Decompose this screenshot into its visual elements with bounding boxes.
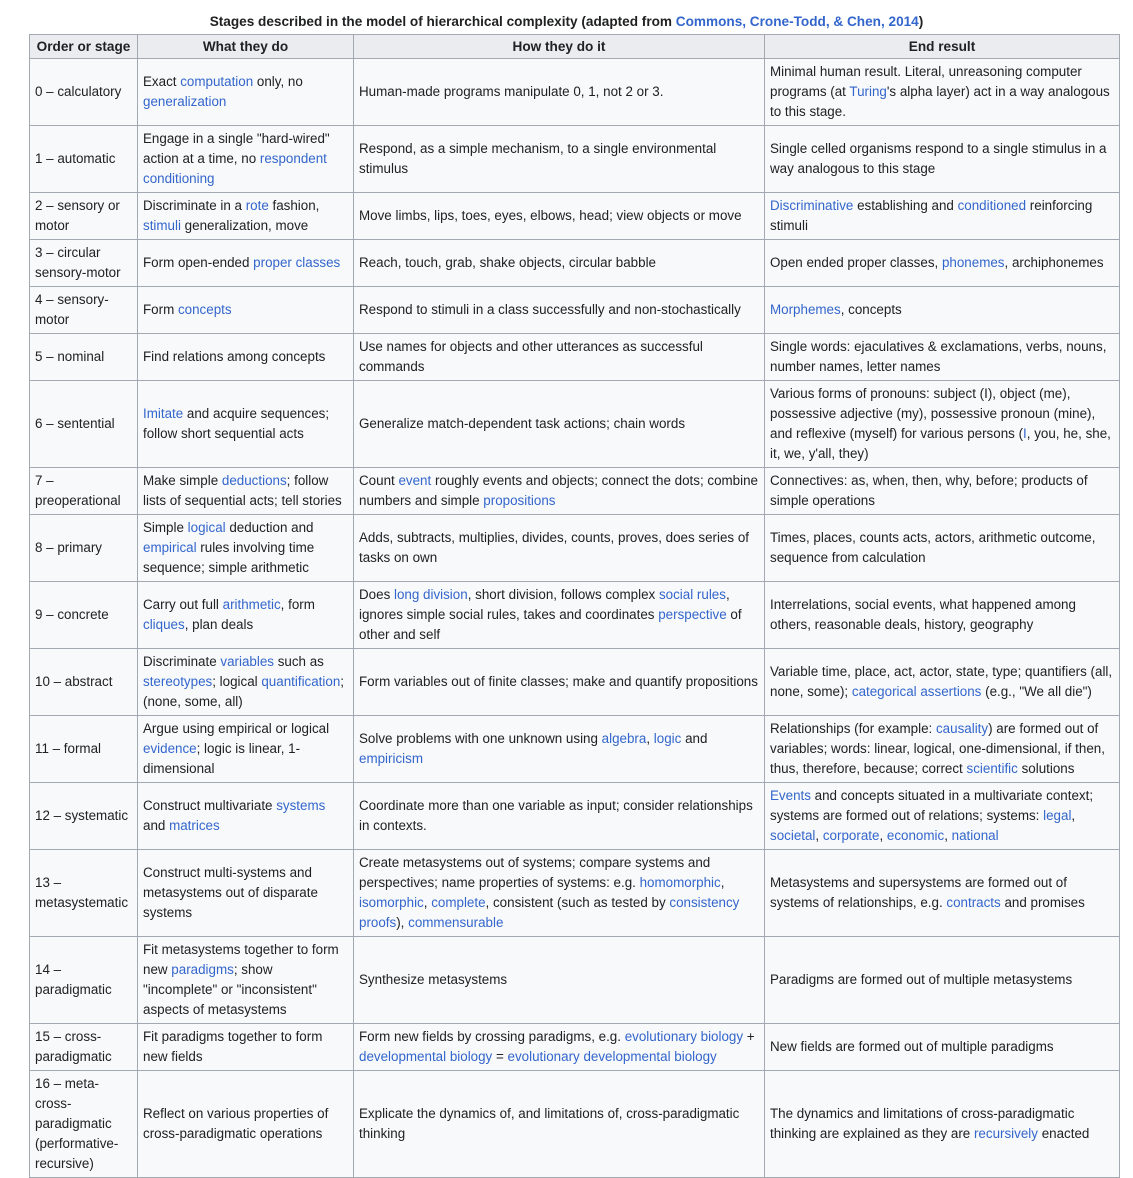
table-cell-what <box>138 287 354 334</box>
header-row <box>30 35 1120 59</box>
table-cell-how <box>354 716 765 783</box>
cell-text: Reflect on various properties of cross-paradigmatic operations <box>143 1106 329 1141</box>
cell-text: Find relations among concepts <box>143 349 326 364</box>
cell-text: New fields are formed out of multiple paradigms <box>770 1039 1054 1054</box>
wiki-link[interactable]: evidence <box>143 741 197 756</box>
cell-text: , plan deals <box>184 617 254 632</box>
cell-text: Create metasystems out of systems; compare systems and perspectives; name properties of systems: e.g. <box>359 855 711 890</box>
cell-text: , <box>944 828 952 843</box>
wiki-link[interactable]: conditioned <box>957 198 1027 213</box>
wiki-link[interactable]: I <box>1023 426 1027 441</box>
table-cell-what <box>138 937 354 1024</box>
cell-text: Form <box>143 302 178 317</box>
table-cell-how <box>354 287 765 334</box>
cell-text: , concepts <box>840 302 902 317</box>
cell-text: and concepts situated in a multivariate context; systems are formed out of relations; systems: <box>770 788 1094 823</box>
cell-text: Single celled organisms respond to a single stimulus in a way analogous to this stage <box>770 141 1107 176</box>
column-header-how-they-do-it[interactable]: How they do it <box>354 35 765 59</box>
table-row <box>30 1024 1120 1071</box>
wiki-link[interactable]: variables <box>220 654 274 669</box>
cell-text: establishing and <box>853 198 958 213</box>
cell-text: ; show "incomplete" or "inconsistent" aspects of metasystems <box>143 962 317 1017</box>
table-cell-stage <box>30 59 138 126</box>
table-cell-end <box>765 649 1120 716</box>
wiki-link[interactable]: homomorphic <box>639 875 721 890</box>
wiki-link[interactable]: Discriminative <box>770 198 854 213</box>
wiki-link[interactable]: developmental biology <box>359 1049 493 1064</box>
cell-text: Interrelations, social events, what happened among others, reasonable deals, history, geography <box>770 597 1076 632</box>
cell-text: Open ended proper classes, <box>770 255 942 270</box>
cell-text: , consistent (such as tested by <box>485 895 670 910</box>
table-row <box>30 515 1120 582</box>
cell-text: 0 – calculatory <box>35 84 122 99</box>
caption-citation-link[interactable]: Commons, Crone-Todd, & Chen, 2014 <box>675 14 919 29</box>
table-caption <box>0 13 1133 31</box>
cell-text: 14 – paradigmatic <box>35 962 112 997</box>
cell-text: generalization, move <box>180 218 309 233</box>
column-header-what-they-do[interactable]: What they do <box>138 35 354 59</box>
table-row <box>30 582 1120 649</box>
wiki-link[interactable]: legal <box>1043 808 1072 823</box>
table-cell-end <box>765 937 1120 1024</box>
table-cell-what <box>138 468 354 515</box>
table-cell-how <box>354 582 765 649</box>
cell-text: roughly events and objects; connect the dots; combine numbers and simple <box>359 473 759 508</box>
table-row <box>30 783 1120 850</box>
cell-text: 2 – sensory or motor <box>35 198 120 233</box>
cell-text: Count <box>359 473 399 488</box>
wiki-link[interactable]: propositions <box>483 493 556 508</box>
cell-text: ; (none, some, all) <box>143 674 345 709</box>
table-cell-end <box>765 193 1120 240</box>
cell-text: solutions <box>1017 761 1075 776</box>
column-header-order-or-stage[interactable]: Order or stage <box>30 35 138 59</box>
cell-text: Variable time, place, act, actor, state, type; quantifiers (all, none, some); <box>770 664 1113 699</box>
table-cell-end <box>765 240 1120 287</box>
wiki-link[interactable]: empirical <box>143 540 197 555</box>
cell-text: of other and self <box>359 607 742 642</box>
wiki-link[interactable]: concepts <box>177 302 232 317</box>
caption-tail: ) <box>918 14 924 29</box>
wiki-link[interactable]: evolutionary biology <box>624 1029 744 1044</box>
wiki-link[interactable]: proper classes <box>253 255 341 270</box>
table-cell-stage <box>30 240 138 287</box>
wiki-link[interactable]: causality <box>935 721 989 736</box>
cell-text: such as <box>273 654 324 669</box>
cell-text: and <box>143 818 170 833</box>
caption-text: Stages described in the model of hierarchical complexity (adapted from <box>209 14 676 29</box>
wiki-link[interactable]: matrices <box>169 818 220 833</box>
cell-text: = <box>492 1049 508 1064</box>
table-row <box>30 468 1120 515</box>
table-cell-what <box>138 716 354 783</box>
cell-text: Make simple <box>143 473 222 488</box>
cell-text: Form open-ended <box>143 255 254 270</box>
cell-text: Solve problems with one unknown using <box>359 731 602 746</box>
cell-text: Connectives: as, when, then, why, before; products of simple operations <box>770 473 1088 508</box>
table-cell-how <box>354 193 765 240</box>
wiki-link[interactable]: phonemes <box>941 255 1005 270</box>
table-cell-stage <box>30 515 138 582</box>
table-cell-how <box>354 850 765 937</box>
wiki-link[interactable]: corporate <box>822 828 880 843</box>
table-cell-stage <box>30 287 138 334</box>
cell-text: Metasystems and supersystems are formed out of systems of relationships, e.g. <box>770 875 1067 910</box>
table-cell-end <box>765 1024 1120 1071</box>
table-row <box>30 850 1120 937</box>
wiki-link[interactable]: logical <box>187 520 226 535</box>
table-cell-how <box>354 240 765 287</box>
cell-text: 12 – systematic <box>35 808 129 823</box>
cell-text: , form <box>280 597 315 612</box>
cell-text: 4 – sensory-motor <box>35 292 109 327</box>
cell-text: 's alpha layer) act in a way analogous to this stage. <box>770 84 1110 119</box>
table-row <box>30 240 1120 287</box>
table-cell-what <box>138 1071 354 1178</box>
cell-text: , <box>423 895 432 910</box>
cell-text: 15 – cross-paradigmatic <box>35 1029 112 1064</box>
cell-text: 8 – primary <box>35 540 102 555</box>
cell-text: Adds, subtracts, multiplies, divides, counts, proves, does series of tasks on own <box>359 530 749 565</box>
wiki-link[interactable]: complete <box>431 895 486 910</box>
cell-text: Construct multi-systems and metasystems out of disparate systems <box>143 865 318 920</box>
cell-text: Discriminate <box>143 654 221 669</box>
cell-text: rules involving time sequence; simple arithmetic <box>143 540 315 575</box>
cell-text: Times, places, counts acts, actors, arithmetic outcome, sequence from calculation <box>770 530 1096 565</box>
table-cell-how <box>354 515 765 582</box>
table-cell-how <box>354 381 765 468</box>
table-row <box>30 937 1120 1024</box>
cell-text: Paradigms are formed out of multiple metasystems <box>770 972 1073 987</box>
cell-text: Construct multivariate <box>143 798 277 813</box>
table-cell-what <box>138 515 354 582</box>
wiki-link[interactable]: perspective <box>658 607 727 622</box>
table-cell-what <box>138 240 354 287</box>
cell-text: Engage in a single "hard-wired" action at a time, no <box>143 131 330 166</box>
cell-text: Respond to stimuli in a class successfully and non-stochastically <box>359 302 741 317</box>
cell-text: 9 – concrete <box>35 607 109 622</box>
cell-text: 6 – sentential <box>35 416 115 431</box>
cell-text: Various forms of pronouns: subject (I), object (me), possessive adjective (my), possessive pronoun (mine), and reflexive (myself) for various persons ( <box>770 386 1096 441</box>
cell-text: , <box>646 731 654 746</box>
cell-text: and promises <box>1000 895 1085 910</box>
table-cell-how <box>354 59 765 126</box>
cell-text: 13 – metasystematic <box>35 875 129 910</box>
cell-text: , <box>879 828 887 843</box>
table-cell-end <box>765 334 1120 381</box>
table-cell-stage <box>30 850 138 937</box>
wiki-link[interactable]: generalization <box>143 94 227 109</box>
table-cell-stage <box>30 193 138 240</box>
cell-text: The dynamics and limitations of cross-paradigmatic thinking are explained as they are <box>770 1106 1075 1141</box>
cell-text: Argue using empirical or logical <box>143 721 330 736</box>
table-row <box>30 649 1120 716</box>
wiki-link[interactable]: cliques <box>143 617 185 632</box>
wiki-link[interactable]: paradigms <box>171 962 234 977</box>
wiki-link[interactable]: contracts <box>946 895 1001 910</box>
cell-text: Move limbs, lips, toes, eyes, elbows, head; view objects or move <box>359 208 742 223</box>
cell-text: Coordinate more than one variable as input; consider relationships in contexts. <box>359 798 753 833</box>
table-cell-end <box>765 126 1120 193</box>
cell-text: , archiphonemes <box>1004 255 1104 270</box>
wiki-link[interactable]: algebra <box>601 731 647 746</box>
table-cell-end <box>765 582 1120 649</box>
cell-text: Reach, touch, grab, shake objects, circular babble <box>359 255 656 270</box>
cell-text: , <box>1071 808 1076 823</box>
table-row <box>30 126 1120 193</box>
table-row <box>30 59 1120 126</box>
table-cell-how <box>354 937 765 1024</box>
wiki-link[interactable]: recursively <box>973 1126 1038 1141</box>
table-row <box>30 193 1120 240</box>
cell-text: , <box>815 828 823 843</box>
table-cell-what <box>138 381 354 468</box>
wiki-link[interactable]: event <box>398 473 432 488</box>
table-cell-how <box>354 334 765 381</box>
cell-text: fashion, <box>268 198 320 213</box>
cell-text: reinforcing stimuli <box>770 198 1093 233</box>
cell-text: Explicate the dynamics of, and limitations of, cross-paradigmatic thinking <box>359 1106 740 1141</box>
wiki-link[interactable]: rote <box>245 198 269 213</box>
cell-text: Simple <box>143 520 188 535</box>
table-cell-stage <box>30 783 138 850</box>
cell-text: Fit paradigms together to form new fields <box>143 1029 323 1064</box>
cell-text: 5 – nominal <box>35 349 105 364</box>
cell-text: ), <box>396 915 409 930</box>
wiki-link[interactable]: national <box>951 828 999 843</box>
table-row <box>30 334 1120 381</box>
cell-text: 11 – formal <box>35 741 101 756</box>
table-cell-what <box>138 59 354 126</box>
wiki-link[interactable]: computation <box>180 74 254 89</box>
wiki-link[interactable]: deductions <box>221 473 287 488</box>
column-header-end-result[interactable]: End result <box>765 35 1120 59</box>
wiki-link[interactable]: logic <box>653 731 682 746</box>
cell-text: Carry out full <box>143 597 223 612</box>
table-cell-what <box>138 334 354 381</box>
table-cell-what <box>138 582 354 649</box>
table-cell-end <box>765 381 1120 468</box>
cell-text: 1 – automatic <box>35 151 116 166</box>
cell-text: enacted <box>1037 1126 1090 1141</box>
cell-text: Relationships (for example: <box>770 721 936 736</box>
cell-text: Use names for objects and other utterances as successful commands <box>359 339 703 374</box>
table-cell-stage <box>30 649 138 716</box>
cell-text: Exact <box>143 74 181 89</box>
cell-text: ; follow lists of sequential acts; tell stories <box>143 473 342 508</box>
table-cell-what <box>138 126 354 193</box>
table-cell-stage <box>30 716 138 783</box>
table-cell-stage <box>30 582 138 649</box>
wiki-link[interactable]: consistency proofs <box>359 895 740 930</box>
wiki-link[interactable]: systems <box>276 798 326 813</box>
cell-text: Human-made programs manipulate 0, 1, not 2 or 3. <box>359 84 664 99</box>
cell-text: ; logical <box>212 674 262 689</box>
table-cell-what <box>138 193 354 240</box>
cell-text: Synthesize metasystems <box>359 972 508 987</box>
table-row <box>30 1071 1120 1178</box>
wiki-link[interactable]: evolutionary developmental biology <box>507 1049 717 1064</box>
wiki-link[interactable]: Turing <box>849 84 887 99</box>
wiki-link[interactable]: arithmetic <box>222 597 281 612</box>
wiki-link[interactable]: long division <box>393 587 468 602</box>
cell-text: Generalize match-dependent task actions; chain words <box>359 416 686 431</box>
table-cell-how <box>354 649 765 716</box>
wiki-link[interactable]: Morphemes <box>770 302 841 317</box>
table-cell-how <box>354 783 765 850</box>
table-cell-what <box>138 649 354 716</box>
wiki-link[interactable]: empiricism <box>359 751 423 766</box>
cell-text: , ignores simple social rules, takes and coordinates <box>359 587 730 622</box>
wiki-link[interactable]: quantification <box>261 674 341 689</box>
cell-text: ) are formed out of variables; words: linear, logical, one-dimensional, if then, thus, therefore, because; correct <box>770 721 1105 776</box>
table-cell-how <box>354 468 765 515</box>
cell-text: 10 – abstract <box>35 674 113 689</box>
table-cell-end <box>765 515 1120 582</box>
wiki-link[interactable]: isomorphic <box>359 895 424 910</box>
wiki-link[interactable]: Events <box>770 788 811 803</box>
wiki-link[interactable]: stereotypes <box>143 674 213 689</box>
table-cell-end <box>765 59 1120 126</box>
table-cell-how <box>354 1071 765 1178</box>
cell-text: ; logic is linear, 1-dimensional <box>143 741 301 776</box>
wiki-link[interactable]: economic <box>886 828 945 843</box>
cell-text: and acquire sequences; follow short sequential acts <box>143 406 330 441</box>
table-cell-stage <box>30 937 138 1024</box>
table-row <box>30 381 1120 468</box>
cell-text: Discriminate in a <box>143 198 246 213</box>
table-cell-what <box>138 783 354 850</box>
table-cell-stage <box>30 1071 138 1178</box>
table-cell-end <box>765 468 1120 515</box>
wiki-link[interactable]: Imitate <box>143 406 184 421</box>
table-row <box>30 716 1120 783</box>
cell-text: , short division, follows complex <box>467 587 659 602</box>
cell-text: 3 – circular sensory-motor <box>35 245 121 280</box>
table-cell-stage <box>30 468 138 515</box>
cell-text: only, no <box>253 74 303 89</box>
cell-text: Does <box>359 587 394 602</box>
cell-text: Fit metasystems together to form new <box>143 942 339 977</box>
cell-text: Minimal human result. Literal, unreasoning computer programs (at <box>770 64 1082 99</box>
table-cell-what <box>138 1024 354 1071</box>
wiki-link[interactable]: social rules <box>658 587 726 602</box>
table-cell-end <box>765 850 1120 937</box>
wiki-link[interactable]: commensurable <box>408 915 504 930</box>
cell-text: 7 – preoperational <box>35 473 121 508</box>
cell-text: Form variables out of finite classes; make and quantify propositions <box>359 674 758 689</box>
cell-text: Form new fields by crossing paradigms, e.g. <box>359 1029 625 1044</box>
wiki-link[interactable]: societal <box>770 828 816 843</box>
table-cell-how <box>354 1024 765 1071</box>
stages-table <box>29 34 1120 1178</box>
wiki-link[interactable]: stimuli <box>143 218 181 233</box>
table-cell-end <box>765 287 1120 334</box>
cell-text: deduction and <box>225 520 314 535</box>
table-cell-end <box>765 1071 1120 1178</box>
table-cell-stage <box>30 1024 138 1071</box>
table-body <box>30 59 1120 1178</box>
table-cell-end <box>765 783 1120 850</box>
cell-text: and <box>681 731 708 746</box>
table-cell-stage <box>30 126 138 193</box>
wiki-link[interactable]: respondent conditioning <box>143 151 327 186</box>
table-cell-stage <box>30 381 138 468</box>
cell-text: Single words: ejaculatives & exclamations, verbs, nouns, number names, letter names <box>770 339 1107 374</box>
cell-text: + <box>743 1029 755 1044</box>
table-cell-end <box>765 716 1120 783</box>
cell-text: , <box>720 875 725 890</box>
cell-text: (e.g., "We all die") <box>981 684 1092 699</box>
table-row <box>30 287 1120 334</box>
cell-text: 16 – meta-cross-paradigmatic (performative-recursive) <box>35 1076 119 1171</box>
wiki-link[interactable]: categorical assertions <box>851 684 982 699</box>
wiki-link[interactable]: scientific <box>966 761 1018 776</box>
cell-text: , you, he, she, it, we, y'all, they) <box>770 426 1111 461</box>
cell-text: Respond, as a simple mechanism, to a single environmental stimulus <box>359 141 717 176</box>
table-cell-stage <box>30 334 138 381</box>
table-cell-what <box>138 850 354 937</box>
table-cell-how <box>354 126 765 193</box>
